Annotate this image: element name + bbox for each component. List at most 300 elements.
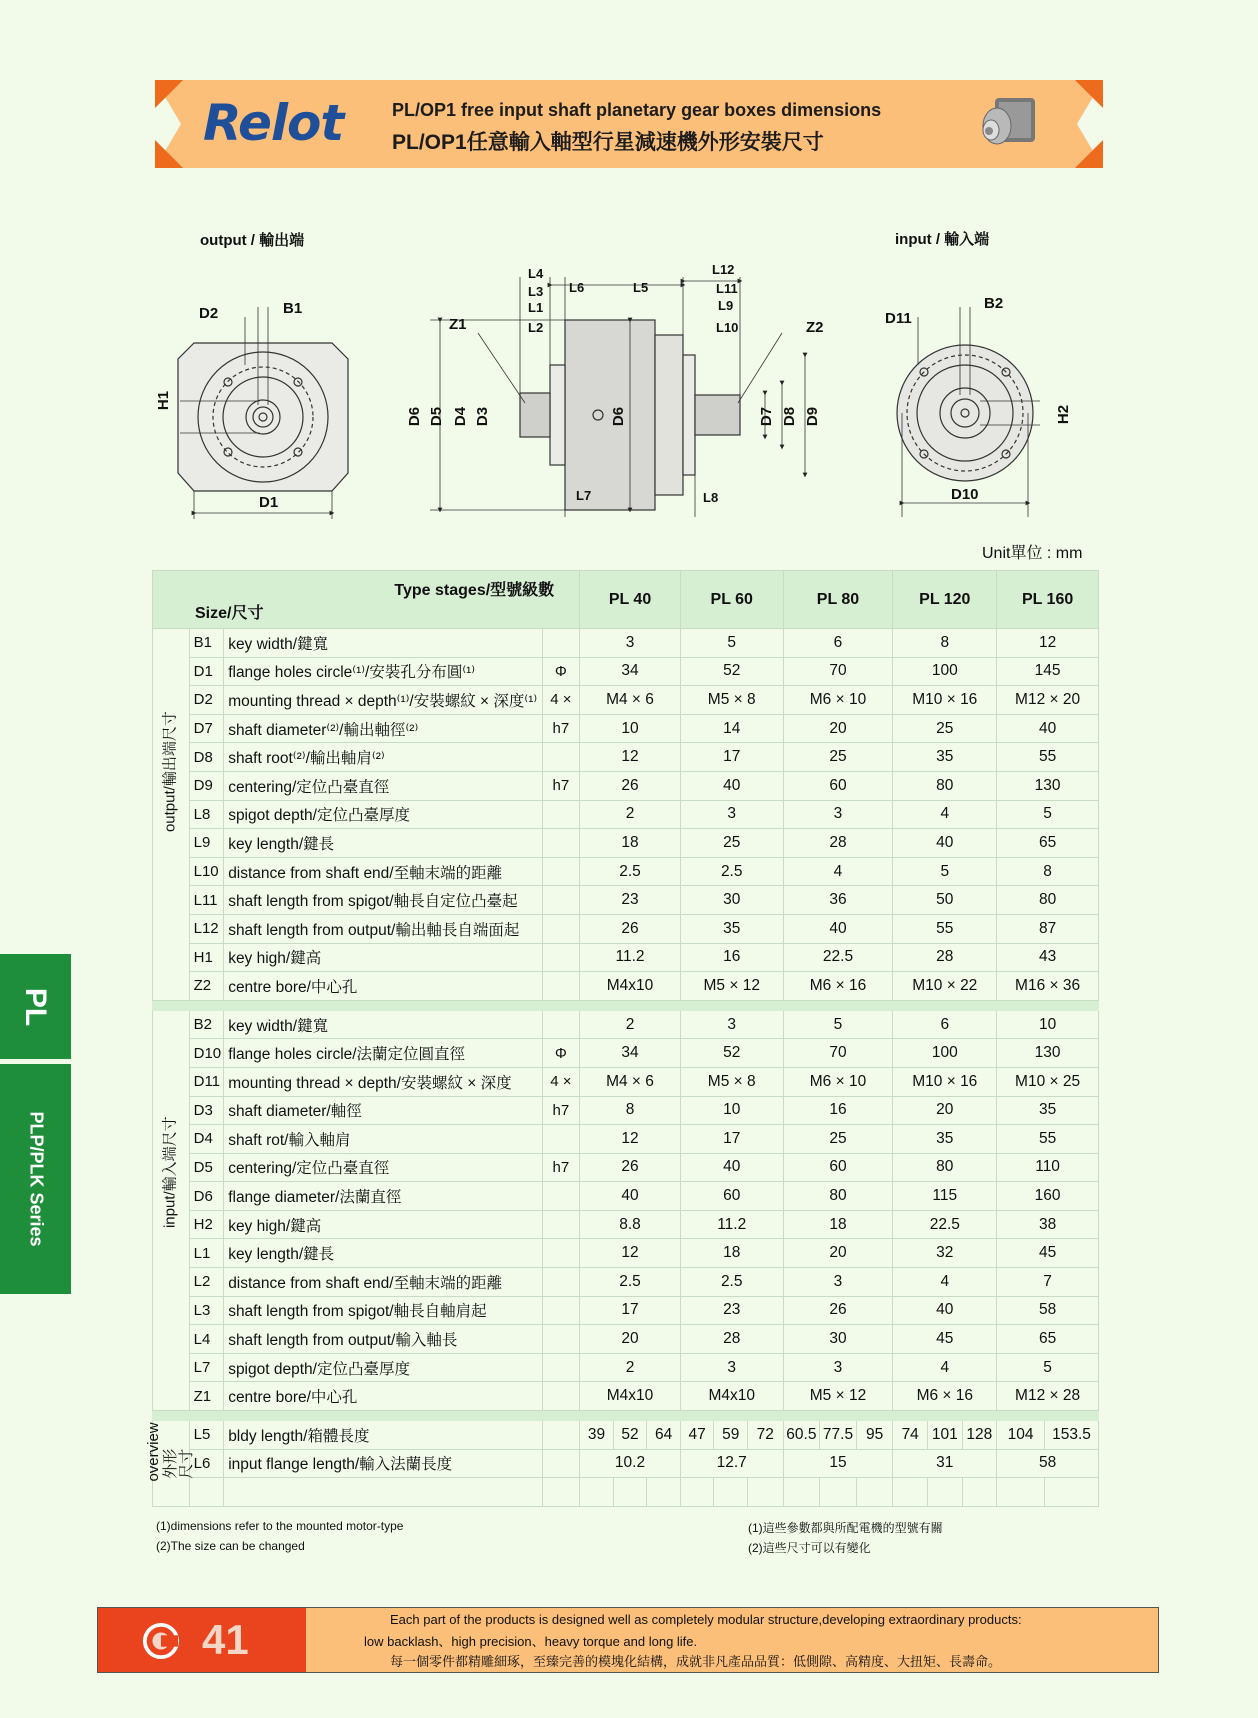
value-cell: 7 — [997, 1268, 1099, 1297]
value-cell: 16 — [783, 1096, 893, 1125]
param-symbol: D2 — [189, 686, 224, 715]
value-cell: 3 — [580, 629, 681, 658]
table-row — [153, 629, 1099, 658]
value-cell: M4 × 6 — [580, 1067, 681, 1096]
value-cell: 18 — [783, 1210, 893, 1239]
value-cell: 60 — [783, 771, 893, 800]
dim-d11: D11 — [885, 310, 912, 327]
value-cell: 2 — [580, 800, 681, 829]
param-description: spigot depth/定位凸臺厚度 — [224, 1353, 542, 1382]
note-zh-1: (1)這些參數都與所配電機的型號有關 — [748, 1521, 943, 1535]
param-tolerance — [542, 857, 580, 886]
value-cell: 100 — [893, 657, 997, 686]
param-symbol: L3 — [189, 1296, 224, 1325]
dim-l9: L9 — [718, 298, 734, 313]
value-cell: 60 — [783, 1153, 893, 1182]
value-cell: 2.5 — [580, 1268, 681, 1297]
value-cell: 160 — [997, 1182, 1099, 1211]
dim-l3: L3 — [528, 284, 544, 299]
table-row — [153, 1096, 1099, 1125]
value-cell: 47 — [680, 1421, 714, 1450]
param-description: spigot depth/定位凸臺厚度 — [224, 800, 542, 829]
value-cell: 110 — [997, 1153, 1099, 1182]
value-cell: 35 — [997, 1096, 1099, 1125]
value-cell: 38 — [997, 1210, 1099, 1239]
dim-l11: L11 — [716, 281, 738, 296]
param-tolerance: 4 × — [542, 1067, 580, 1096]
param-tolerance — [542, 972, 580, 1001]
table-row — [153, 686, 1099, 715]
value-cell: 145 — [997, 657, 1099, 686]
side-view — [430, 277, 805, 517]
value-cell: 26 — [783, 1296, 893, 1325]
unit-label: Unit單位 : mm — [982, 545, 1083, 562]
param-symbol: D1 — [189, 657, 224, 686]
model-header: PL 120 — [893, 571, 997, 629]
param-tolerance — [542, 914, 580, 943]
param-description: key width/鍵寬 — [224, 629, 542, 658]
dim-d4: D4 — [452, 406, 470, 427]
value-cell: 40 — [783, 914, 893, 943]
value-cell: 128 — [962, 1421, 997, 1450]
value-cell: 115 — [893, 1182, 997, 1211]
param-description: shaft length from spigot/軸長自定位凸臺起 — [224, 886, 542, 915]
value-cell: 59 — [714, 1421, 748, 1450]
param-symbol: B2 — [189, 1010, 224, 1039]
value-cell: 5 — [997, 800, 1099, 829]
series-tab-pl: PL — [0, 954, 71, 1059]
dim-l4: L4 — [528, 266, 544, 281]
param-description: mounting thread × depth/安裝螺紋 × 深度 — [224, 1067, 542, 1096]
param-symbol: D3 — [189, 1096, 224, 1125]
value-cell: 17 — [680, 743, 783, 772]
value-cell: 77.5 — [820, 1421, 857, 1450]
param-description: flange diameter/法蘭直徑 — [224, 1182, 542, 1211]
value-cell: 35 — [893, 743, 997, 772]
value-cell: 2 — [580, 1010, 681, 1039]
table-row — [153, 829, 1099, 858]
param-symbol: L9 — [189, 829, 224, 858]
value-cell: 25 — [783, 1125, 893, 1154]
value-cell: 5 — [893, 857, 997, 886]
value-cell: 80 — [997, 886, 1099, 915]
param-description: centering/定位凸臺直徑 — [224, 1153, 542, 1182]
value-cell: M16 × 36 — [997, 972, 1099, 1001]
dim-b2: B2 — [984, 295, 1004, 312]
dim-h1: H1 — [155, 390, 173, 411]
value-cell: 10 — [680, 1096, 783, 1125]
value-cell: 25 — [680, 829, 783, 858]
param-symbol: D5 — [189, 1153, 224, 1182]
value-cell: 4 — [893, 800, 997, 829]
param-tolerance — [542, 1325, 580, 1354]
value-cell: 5 — [997, 1353, 1099, 1382]
value-cell: 22.5 — [893, 1210, 997, 1239]
value-cell: M6 × 10 — [783, 686, 893, 715]
param-description: shaft length from output/輸出軸長自端面起 — [224, 914, 542, 943]
param-description: key length/鍵長 — [224, 829, 542, 858]
param-description: shaft length from spigot/軸長自軸肩起 — [224, 1296, 542, 1325]
value-cell: 4 — [893, 1268, 997, 1297]
table-row — [153, 914, 1099, 943]
overview-group-label: overview 外形尺寸 — [153, 1421, 190, 1507]
param-description: shaft rot/輸入軸肩 — [224, 1125, 542, 1154]
brand-logo: Relot — [203, 94, 344, 152]
param-tolerance — [542, 1239, 580, 1268]
value-cell: 70 — [783, 657, 893, 686]
value-cell: 26 — [580, 1153, 681, 1182]
value-cell: 55 — [997, 743, 1099, 772]
value-cell: 40 — [680, 771, 783, 800]
value-cell: 50 — [893, 886, 997, 915]
footer-line-2: low backlash、high precision、heavy torque and long life. — [364, 1634, 698, 1649]
value-cell: 28 — [893, 943, 997, 972]
value-cell: 60 — [680, 1182, 783, 1211]
value-cell: 20 — [783, 714, 893, 743]
table-row — [153, 1268, 1099, 1297]
value-cell: 40 — [580, 1182, 681, 1211]
value-cell: 22.5 — [783, 943, 893, 972]
value-cell: 55 — [997, 1125, 1099, 1154]
value-cell: 40 — [997, 714, 1099, 743]
value-cell: 17 — [680, 1125, 783, 1154]
value-cell: M5 × 12 — [680, 972, 783, 1001]
value-cell: 3 — [783, 1353, 893, 1382]
value-cell: 3 — [783, 800, 893, 829]
param-symbol: H1 — [189, 943, 224, 972]
param-tolerance — [542, 743, 580, 772]
value-cell: 87 — [997, 914, 1099, 943]
dim-l7: L7 — [576, 488, 592, 503]
table-row — [153, 800, 1099, 829]
value-cell: 10 — [997, 1010, 1099, 1039]
value-cell: 58 — [997, 1449, 1099, 1478]
value-cell: 45 — [997, 1239, 1099, 1268]
value-cell: 52 — [680, 1039, 783, 1068]
value-cell: 65 — [997, 829, 1099, 858]
value-cell: M5 × 8 — [680, 686, 783, 715]
param-symbol: H2 — [189, 1210, 224, 1239]
value-cell: 14 — [680, 714, 783, 743]
value-cell: 17 — [580, 1296, 681, 1325]
footer-line-3: 每一個零件都精雕細琢，至臻完善的模塊化結構，成就非凡產品品質：低側隙、高精度、大扭矩、長壽命。 — [390, 1654, 1002, 1669]
value-cell: 8 — [580, 1096, 681, 1125]
param-tolerance — [542, 1353, 580, 1382]
model-header: PL 60 — [680, 571, 783, 629]
value-cell: M4x10 — [580, 972, 681, 1001]
param-tolerance: h7 — [542, 771, 580, 800]
value-cell: 26 — [580, 771, 681, 800]
value-cell: 34 — [580, 657, 681, 686]
value-cell: M4x10 — [680, 1382, 783, 1411]
output-group-label: output/輸出端尺寸 — [153, 629, 190, 1001]
table-row — [153, 1325, 1099, 1354]
value-cell: 10 — [580, 714, 681, 743]
param-description: mounting thread × depth⁽¹⁾/安裝螺紋 × 深度⁽¹⁾ — [224, 686, 542, 715]
param-symbol: Z2 — [189, 972, 224, 1001]
param-tolerance — [542, 886, 580, 915]
dim-d6-mid: D6 — [610, 406, 628, 427]
param-symbol: D9 — [189, 771, 224, 800]
param-symbol: D7 — [189, 714, 224, 743]
table-row — [153, 771, 1099, 800]
dimension-drawing — [150, 255, 1050, 525]
note-en-2: (2)The size can be changed — [156, 1539, 305, 1553]
dim-z1: Z1 — [449, 316, 467, 333]
value-cell: 39 — [580, 1421, 614, 1450]
param-tolerance — [542, 1421, 580, 1450]
param-symbol: L12 — [189, 914, 224, 943]
page-title-zh: PL/OP1任意輸入軸型行星減速機外形安裝尺寸 — [392, 131, 824, 154]
param-symbol: L11 — [189, 886, 224, 915]
dim-d2: D2 — [199, 305, 219, 322]
value-cell: 3 — [783, 1268, 893, 1297]
value-cell: 72 — [747, 1421, 783, 1450]
param-tolerance — [542, 1296, 580, 1325]
param-tolerance — [542, 829, 580, 858]
dim-z2: Z2 — [806, 319, 824, 336]
value-cell: 70 — [783, 1039, 893, 1068]
param-symbol: D10 — [189, 1039, 224, 1068]
value-cell: M4 × 6 — [580, 686, 681, 715]
param-symbol: D11 — [189, 1067, 224, 1096]
value-cell: M5 × 12 — [783, 1382, 893, 1411]
param-description: flange holes circle⁽¹⁾/安裝孔分布圓⁽¹⁾ — [224, 657, 542, 686]
param-description: distance from shaft end/至軸末端的距離 — [224, 857, 542, 886]
value-cell: 2.5 — [680, 1268, 783, 1297]
value-cell: 32 — [893, 1239, 997, 1268]
dim-d3: D3 — [474, 406, 492, 427]
value-cell: 52 — [680, 657, 783, 686]
value-cell: 3 — [680, 1010, 783, 1039]
dim-d5: D5 — [428, 406, 446, 427]
param-description: centre bore/中心孔 — [224, 1382, 542, 1411]
value-cell: 130 — [997, 1039, 1099, 1068]
value-cell: 43 — [997, 943, 1099, 972]
param-tolerance — [542, 1210, 580, 1239]
table-row — [153, 1421, 1099, 1450]
value-cell: 3 — [680, 1353, 783, 1382]
param-description: centre bore/中心孔 — [224, 972, 542, 1001]
value-cell: 2.5 — [580, 857, 681, 886]
value-cell: 11.2 — [680, 1210, 783, 1239]
dim-l10: L10 — [716, 320, 739, 335]
value-cell: 104 — [997, 1421, 1045, 1450]
value-cell: M10 × 25 — [997, 1067, 1099, 1096]
dim-l8: L8 — [703, 490, 719, 505]
value-cell: 16 — [680, 943, 783, 972]
value-cell: 30 — [783, 1325, 893, 1354]
param-tolerance — [542, 1268, 580, 1297]
dim-d8: D8 — [781, 406, 799, 427]
value-cell: 58 — [997, 1296, 1099, 1325]
table-row — [153, 1153, 1099, 1182]
value-cell: M5 × 8 — [680, 1067, 783, 1096]
param-description: shaft diameter/軸徑 — [224, 1096, 542, 1125]
value-cell: 2 — [580, 1353, 681, 1382]
param-symbol: D8 — [189, 743, 224, 772]
value-cell: M6 × 16 — [893, 1382, 997, 1411]
table-row — [153, 1010, 1099, 1039]
param-tolerance — [542, 1182, 580, 1211]
header-banner — [155, 80, 1103, 168]
value-cell: 95 — [856, 1421, 893, 1450]
param-symbol: B1 — [189, 629, 224, 658]
table-row — [153, 714, 1099, 743]
dim-h2: H2 — [1055, 404, 1073, 425]
table-row — [153, 1067, 1099, 1096]
value-cell: 130 — [997, 771, 1099, 800]
table-row — [153, 657, 1099, 686]
value-cell: 12 — [580, 743, 681, 772]
value-cell: M12 × 20 — [997, 686, 1099, 715]
value-cell: 35 — [680, 914, 783, 943]
value-cell: 10.2 — [580, 1449, 681, 1478]
value-cell: 153.5 — [1044, 1421, 1098, 1450]
value-cell: M12 × 28 — [997, 1382, 1099, 1411]
model-header: PL 80 — [783, 571, 893, 629]
value-cell: 18 — [680, 1239, 783, 1268]
value-cell: M10 × 16 — [893, 686, 997, 715]
param-symbol: L2 — [189, 1268, 224, 1297]
value-cell: 15 — [783, 1449, 893, 1478]
value-cell: 36 — [783, 886, 893, 915]
param-description: bldy length/箱體長度 — [224, 1421, 542, 1450]
value-cell: 28 — [783, 829, 893, 858]
value-cell: 8.8 — [580, 1210, 681, 1239]
value-cell: 80 — [893, 1153, 997, 1182]
value-cell: 34 — [580, 1039, 681, 1068]
type-stages-header: Type stages/型號級數 — [394, 582, 555, 599]
table-row — [153, 1039, 1099, 1068]
brand-mark-icon — [142, 1622, 180, 1660]
value-cell: M10 × 22 — [893, 972, 997, 1001]
dim-b1: B1 — [283, 300, 303, 317]
param-description: input flange length/輸入法蘭長度 — [224, 1449, 542, 1478]
input-view-label: input / 輸入端 — [895, 231, 990, 248]
param-tolerance: h7 — [542, 1096, 580, 1125]
value-cell: 18 — [580, 829, 681, 858]
param-symbol: L4 — [189, 1325, 224, 1354]
param-description: key length/鍵長 — [224, 1239, 542, 1268]
param-description: key high/鍵高 — [224, 943, 542, 972]
value-cell: 11.2 — [580, 943, 681, 972]
param-tolerance — [542, 1382, 580, 1411]
table-row — [153, 1239, 1099, 1268]
value-cell: 64 — [647, 1421, 681, 1450]
param-symbol: L10 — [189, 857, 224, 886]
value-cell: 12 — [580, 1125, 681, 1154]
value-cell: M6 × 16 — [783, 972, 893, 1001]
dim-l12: L12 — [712, 262, 735, 277]
dim-l5: L5 — [633, 280, 649, 295]
value-cell: 6 — [893, 1010, 997, 1039]
dimension-table — [145, 570, 1099, 1507]
page-title-en: PL/OP1 free input shaft planetary gear boxes dimensions — [392, 100, 882, 120]
param-tolerance — [542, 629, 580, 658]
value-cell: 26 — [580, 914, 681, 943]
value-cell: 8 — [997, 857, 1099, 886]
value-cell: 28 — [680, 1325, 783, 1354]
param-tolerance: Φ — [542, 1039, 580, 1068]
dim-d1: D1 — [259, 494, 279, 511]
table-row — [153, 972, 1099, 1001]
param-symbol: Z1 — [189, 1382, 224, 1411]
value-cell: M4x10 — [580, 1382, 681, 1411]
value-cell: 45 — [893, 1325, 997, 1354]
value-cell: 23 — [580, 886, 681, 915]
table-row — [153, 1125, 1099, 1154]
table-row — [153, 1296, 1099, 1325]
gearbox-product-image — [973, 88, 1043, 158]
value-cell: 60.5 — [783, 1421, 820, 1450]
table-row — [153, 1382, 1099, 1411]
value-cell: 2.5 — [680, 857, 783, 886]
value-cell: 20 — [893, 1096, 997, 1125]
param-tolerance — [542, 1010, 580, 1039]
value-cell: 20 — [580, 1325, 681, 1354]
output-view-label: output / 輸出端 — [200, 232, 305, 249]
footer-line-1: Each part of the products is designed well as completely modular structure,developing extraordinary products: — [390, 1612, 1022, 1627]
value-cell: 40 — [680, 1153, 783, 1182]
value-cell: 31 — [893, 1449, 997, 1478]
value-cell: 5 — [783, 1010, 893, 1039]
value-cell: 25 — [783, 743, 893, 772]
table-row — [153, 1210, 1099, 1239]
dim-d7: D7 — [758, 406, 776, 427]
value-cell: 4 — [893, 1353, 997, 1382]
value-cell: 25 — [893, 714, 997, 743]
dim-d9: D9 — [804, 406, 822, 427]
value-cell: 74 — [893, 1421, 928, 1450]
param-tolerance — [542, 800, 580, 829]
value-cell: 3 — [680, 800, 783, 829]
table-row — [153, 1449, 1099, 1478]
param-symbol: L5 — [189, 1421, 224, 1450]
param-symbol: L6 — [189, 1449, 224, 1478]
output-end-view — [178, 307, 348, 519]
param-description: shaft root⁽²⁾/輸出軸肩⁽²⁾ — [224, 743, 542, 772]
value-cell: 65 — [997, 1325, 1099, 1354]
footer-banner — [97, 1607, 1159, 1673]
size-header: Size/尺寸 — [195, 605, 264, 622]
param-tolerance — [542, 1125, 580, 1154]
value-cell: 80 — [893, 771, 997, 800]
value-cell: 30 — [680, 886, 783, 915]
value-cell: 80 — [783, 1182, 893, 1211]
param-tolerance: h7 — [542, 714, 580, 743]
value-cell: 40 — [893, 1296, 997, 1325]
dim-l1: L1 — [528, 300, 544, 315]
param-symbol: D4 — [189, 1125, 224, 1154]
table-row — [153, 743, 1099, 772]
model-header: PL 160 — [997, 571, 1099, 629]
param-description: centering/定位凸臺直徑 — [224, 771, 542, 800]
value-cell: M6 × 10 — [783, 1067, 893, 1096]
value-cell: 6 — [783, 629, 893, 658]
param-tolerance: h7 — [542, 1153, 580, 1182]
table-row — [153, 943, 1099, 972]
value-cell: 101 — [927, 1421, 962, 1450]
param-tolerance — [542, 1449, 580, 1478]
input-group-label: input/輸入端尺寸 — [153, 1010, 190, 1410]
dim-l2: L2 — [528, 320, 544, 335]
param-symbol: L7 — [189, 1353, 224, 1382]
value-cell: 12 — [997, 629, 1099, 658]
param-description: key width/鍵寬 — [224, 1010, 542, 1039]
value-cell: M10 × 16 — [893, 1067, 997, 1096]
value-cell: 12 — [580, 1239, 681, 1268]
